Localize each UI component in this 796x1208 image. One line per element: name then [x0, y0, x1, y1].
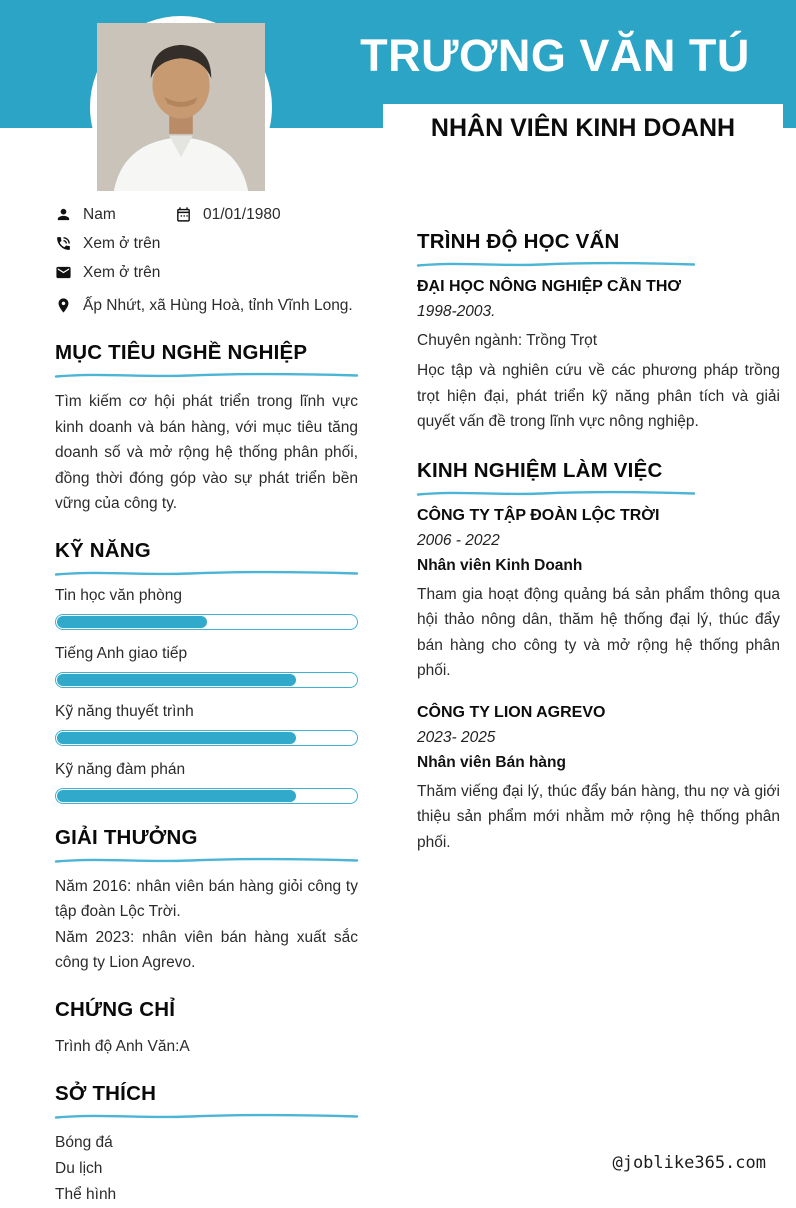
education-desc: Học tập và nghiên cứu về các phương pháp trồng trọt hiện đại, phát triển kỹ năng phân tích và giải quyết vấn đề trong lĩnh vực nông nghiệp. — [417, 362, 780, 430]
right-column — [417, 230, 780, 875]
skill-item — [55, 761, 358, 804]
skill-label: Tin học văn phòng — [55, 586, 182, 604]
phone-icon — [55, 235, 72, 252]
section-education — [417, 230, 780, 435]
certificate-item: Trình độ Anh Văn:A — [55, 1037, 190, 1055]
email-value: Xem ở trên — [83, 264, 161, 281]
section-hobbies — [55, 1082, 358, 1208]
skills-heading: KỸ NĂNG — [55, 538, 151, 562]
education-years: 1998-2003. — [417, 303, 496, 320]
award-item: Năm 2023: nhân viên bán hàng xuất sắc công ty Lion Agrevo. — [55, 928, 358, 971]
wave-underline — [55, 856, 358, 864]
job-entry — [417, 704, 780, 856]
email-item — [55, 264, 358, 282]
job-years: 2023- 2025 — [417, 728, 496, 746]
objective-heading: MỤC TIÊU NGHỀ NGHIỆP — [55, 341, 308, 364]
wave-underline — [417, 260, 695, 268]
left-column — [55, 206, 358, 1208]
job-role: Nhân viên Bán hàng — [417, 753, 566, 771]
wave-underline — [417, 489, 695, 497]
skill-bar — [55, 788, 358, 804]
candidate-name: TRƯƠNG VĂN TÚ — [360, 30, 750, 81]
education-heading: TRÌNH ĐỘ HỌC VẤN — [417, 230, 620, 253]
award-item: Năm 2016: nhân viên bán hàng giỏi công ty tập đoàn Lộc Trời. — [55, 877, 358, 920]
school-name: ĐẠI HỌC NÔNG NGHIỆP CẦN THƠ — [417, 278, 682, 295]
skill-bar — [55, 614, 358, 630]
location-pin-icon — [55, 297, 72, 314]
hobby-item: Thể hình — [55, 1185, 117, 1203]
hobbies-heading: SỞ THÍCH — [55, 1081, 157, 1105]
section-certificates — [55, 998, 358, 1060]
hobby-item: Du lịch — [55, 1159, 103, 1177]
objective-text: Tìm kiếm cơ hội phát triển trong lĩnh vực kinh doanh và bán hàng, với mục tiêu tăng doanh số và mở rộng hệ thống phân phối, đồng thời đóng góp vào sự phát triển bền vững của công ty. — [55, 393, 358, 512]
profile-photo — [90, 16, 272, 198]
job-entry — [417, 507, 780, 684]
wave-underline — [55, 569, 358, 577]
personal-info — [55, 206, 358, 319]
mail-icon — [55, 264, 72, 281]
address-value: Ấp Nhứt, xã Hùng Hoà, tỉnh Vĩnh Long. — [83, 297, 353, 314]
job-title-box — [383, 104, 783, 152]
phone-value: Xem ở trên — [83, 235, 161, 252]
job-role: Nhân viên Kinh Doanh — [417, 556, 583, 574]
section-objective — [55, 341, 358, 517]
section-awards — [55, 826, 358, 976]
experience-heading: KINH NGHIỆM LÀM VIỆC — [417, 458, 663, 482]
skill-bar-fill — [57, 732, 296, 744]
calendar-icon — [175, 206, 192, 223]
awards-heading: GIẢI THƯỞNG — [55, 825, 198, 849]
section-experience — [417, 459, 780, 856]
skill-bar — [55, 730, 358, 746]
company-name: CÔNG TY TẬP ĐOÀN LỘC TRỜI — [417, 506, 660, 524]
skill-bar — [55, 672, 358, 688]
job-desc: Thăm viếng đại lý, thúc đẩy bán hàng, thu nợ và giới thiệu sản phẩm mới nhằm mở rộng hệ thống phân phối. — [417, 782, 780, 851]
info-row-gender-dob — [55, 206, 358, 235]
skill-item — [55, 587, 358, 630]
wave-underline — [55, 1112, 358, 1120]
address-item — [55, 293, 358, 319]
section-skills — [55, 539, 358, 804]
skill-item — [55, 645, 358, 688]
company-name: CÔNG TY LION AGREVO — [417, 703, 606, 721]
skill-label: Kỹ năng thuyết trình — [55, 702, 194, 720]
dob-value: 01/01/1980 — [203, 206, 281, 223]
job-years: 2006 - 2022 — [417, 531, 500, 549]
person-icon — [55, 206, 72, 223]
skill-bar-fill — [57, 790, 296, 802]
skill-bar-fill — [57, 674, 296, 686]
skill-bar-fill — [57, 616, 207, 628]
phone-item — [55, 235, 358, 253]
hobby-item: Bóng đá — [55, 1133, 113, 1151]
skill-item — [55, 703, 358, 746]
skill-label: Kỹ năng đàm phán — [55, 760, 186, 778]
job-title: NHÂN VIÊN KINH DOANH — [430, 113, 736, 142]
portrait-illustration — [97, 23, 265, 191]
skill-label: Tiếng Anh giao tiếp — [55, 644, 188, 662]
site-watermark: @joblike365.com — [612, 1153, 766, 1173]
job-desc: Tham gia hoạt động quảng bá sản phẩm thông qua hội thảo nông dân, thăm hệ thống đại lý, thúc đẩy bán hàng cho công ty và mở rộng hệ thống phân phối. — [417, 585, 780, 679]
education-major: Chuyên ngành: Trồng Trọt — [417, 332, 598, 349]
gender-item — [55, 206, 175, 224]
wave-underline — [55, 371, 358, 379]
dob-item — [175, 206, 281, 224]
gender-value: Nam — [83, 206, 116, 223]
certificates-heading: CHỨNG CHỈ — [55, 997, 176, 1021]
